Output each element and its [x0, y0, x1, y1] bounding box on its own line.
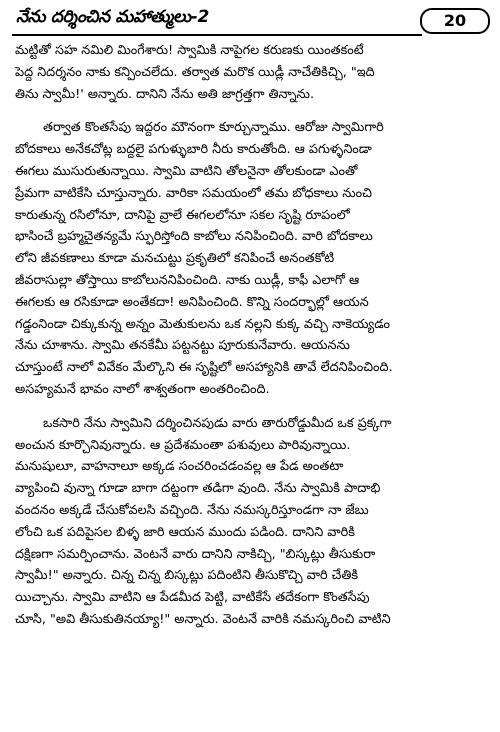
text-line: స్వామీ!" అన్నారు. చిన్న చిన్న బిస్కట్లు పదింటిని తీసుకొచ్చి వారి చేతికి	[15, 568, 359, 584]
page-body	[15, 40, 487, 631]
text-line: కారుతున్న రసిలోనూ, దానిపై వ్రాలే ఈగలలోనూ సకల సృష్టి రూపంలో	[15, 207, 350, 223]
text-line: లోంచి ఒక పదిపైసల బిళ్ళ జారి ఆయన ముందు పడింది. దానిని వారికి	[15, 524, 355, 540]
text-line: ఈగలు ముసురుతున్నాయి. స్వామి వాటిని తోలనైనా తోలకుండా ఎంతో	[15, 163, 358, 179]
text-line: వందనం అక్కడే చేసుకోవలసి వచ్చింది. నేను నమస్కరిస్తూండగా నా జేబు	[15, 502, 369, 518]
text-line: భాసించే బ్రహ్మచైతన్యమే స్ఫురిస్తోంది కాబోలు ననిపించింది. వారి బోదకాలు	[15, 229, 373, 245]
paragraph	[15, 40, 487, 105]
text-line: వ్యాపించి వున్నా గూడా బాగా దట్టంగా తడిగా వుంది. నేను స్వామికి పాదాభి	[15, 481, 381, 497]
text-line: చూస్తుంటే నాలో వివేకం మేల్కొని ఈ సృష్టిలో అసహ్యానికి తావే లేదనిపించింది.	[15, 360, 393, 376]
text-line: జీవరాసుల్లా తోస్తాయి కాబోలుననిపించింది. నాకు యిడ్లీ, కాఫీ ఎలాగో ఆ	[15, 272, 360, 288]
text-line: దక్షిణగా సమర్పించాను. వెంటనే వారు దానిని నాకిచ్చి, "బిస్కట్లు తీసుకురా	[15, 546, 376, 562]
text-line: గడ్డంనిండా చిక్కుకున్న అన్నం మెతుకులను ఒక నల్లని కుక్క వచ్చి నాకెయ్యడం	[15, 316, 390, 332]
text-line: లోని జీవకణాలు కూడా మనచుట్టు ప్రకృతిలో కనిపించే అనంతకోటి	[15, 251, 335, 267]
page-number: 20	[420, 8, 490, 34]
text-line: ఒకసారి నేను స్వామిని దర్శించినపుడు వారు తారురోడ్డుమీద ఒక ప్రక్కగా	[43, 415, 392, 431]
text-line: బోదకాలు అనేకచోట్ల బద్దలై పగుళ్ళుబారి నీరు కారుతోంది. ఆ పగుళ్ళనిండా	[15, 142, 372, 158]
running-title: నేను దర్శించిన మహాత్ములు-2	[16, 7, 210, 27]
page-header	[12, 6, 490, 34]
text-line: చూసి, "అవి తీసుకుతినయ్యా!" అన్నారు. వెంటనే వారికి నమస్కరించి వాటిని	[15, 611, 391, 627]
text-line: అసహ్యమనే భావం నాలో శాశ్వతంగా అంతరించింది.	[15, 381, 270, 397]
paragraph	[15, 117, 487, 400]
text-line: ఈగలకు ఆ రసికూడా అంతేకదా! అనిపించింది. కొన్ని సందర్భాల్లో ఆయన	[15, 294, 369, 310]
paragraph	[15, 413, 487, 631]
text-line: యిచ్చాను. స్వామి వాటిని ఆ పేడమీద పెట్టి, వాటికేసే తదేకంగా కొంతసేపు	[15, 590, 370, 606]
text-line: మనుషులూ, వాహనాలూ అక్కడ సంచరించడంవల్ల ఆ పేడ అంతటా	[15, 459, 344, 475]
paragraph-gap	[15, 105, 487, 117]
text-line: మట్టితో సహ నమిలి మింగేశారు! స్వామికి నాపైగల కరుణకు యింతకంటే	[15, 43, 364, 58]
text-line: పెద్ద నిదర్శనం నాకు కన్పించలేదు. తర్వాత మరొక యిడ్లీ నాచేతికిచ్చి, "ఇది	[15, 64, 375, 80]
text-line: అంచున కూర్చొనివున్నారు. ఆ ప్రదేశమంతా పశువులు పారివున్నాయి.	[15, 437, 351, 453]
text-line: నేను చూశాను. స్వామి తనకేమీ పట్టనట్టు పూరుకునేవారు. ఆయనను	[15, 338, 350, 354]
text-line: తర్వాత కొంతసేపు ఇద్దరం మౌనంగా కూర్చున్నాము. ఆరోజు స్వామిగారి	[43, 120, 384, 136]
header-rule	[12, 34, 422, 36]
text-line: తిను స్వామీ!' అన్నారు. దానిని నేను అతి జాగ్రత్తగా తిన్నాను.	[15, 86, 315, 102]
paragraph-gap	[15, 401, 487, 413]
text-line: ప్రేమగా వాటికేసి చూస్తున్నారు. వారికా సమయంలో తమ బోధకాలు నుంచి	[15, 185, 372, 201]
